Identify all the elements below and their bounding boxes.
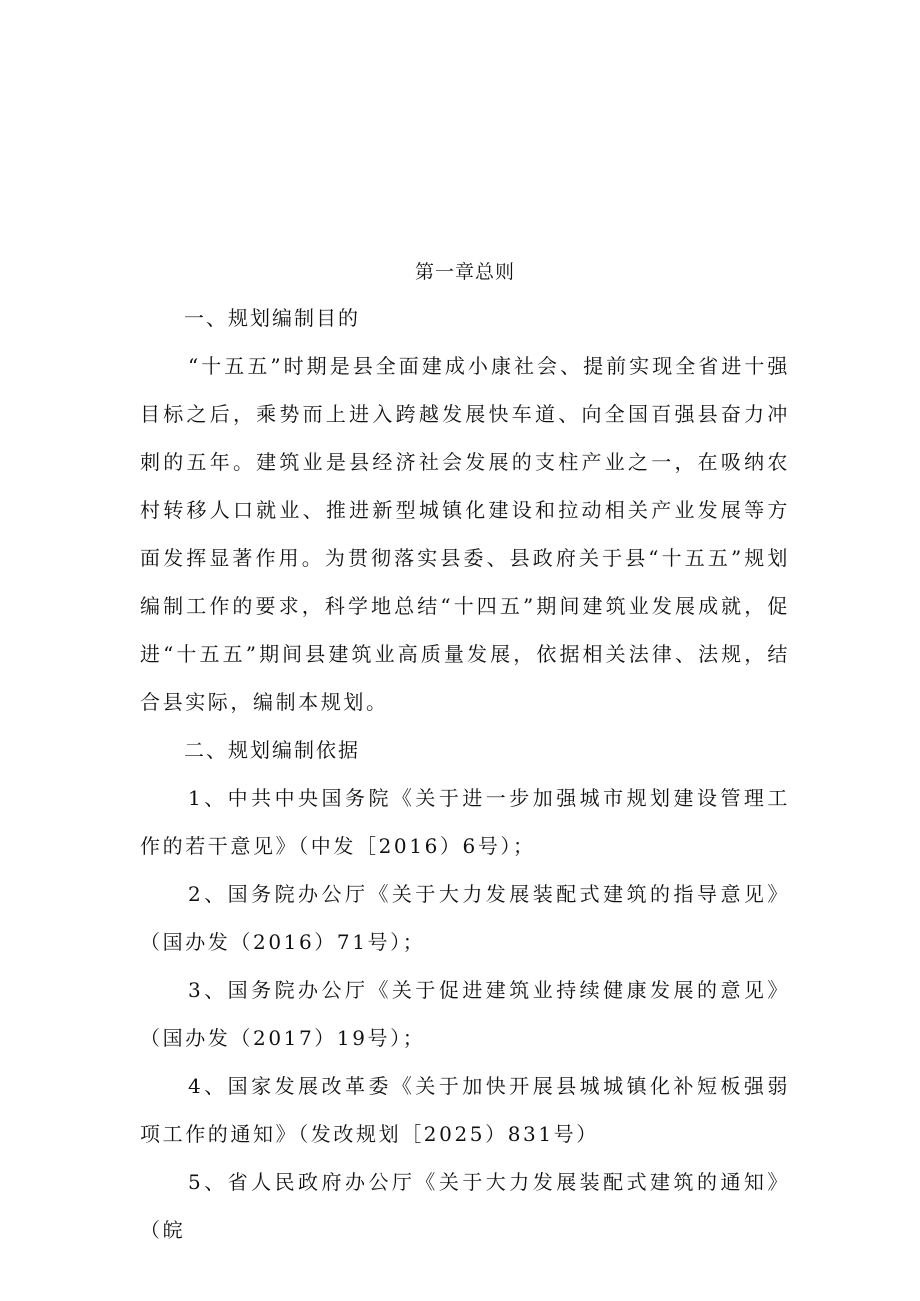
chapter-title: 第一章总则 — [414, 261, 515, 283]
section-heading-basis: 二、规划编制依据 — [184, 738, 360, 762]
basis-item-2: 2、国务院办公厅《关于大力发展装配式建筑的指导意见》（国办发（2016）71号）； — [140, 882, 790, 954]
section-heading-purpose: 一、规划编制目的 — [184, 306, 360, 330]
basis-item-1: 1、中共中央国务院《关于进一步加强城市规划建设管理工作的若干意见》（中发［2016）6号）； — [140, 786, 790, 858]
document-body — [140, 250, 790, 1254]
purpose-paragraph: “十五五”时期是县全面建成小康社会、提前实现全省进十强目标之后，乘势而上进入跨越发展快车道、向全国百强县奋力冲刺的五年。建筑业是县经济社会发展的支柱产业之一，在吸纳农村转移人口就业、推进新型城镇化建设和拉动相关产业发展等方面发挥显著作用。为贯彻落实县委、县政府关于县“十五五”规划编制工作的要求，科学地总结“十四五”期间建筑业发展成就，促进“十五五”期间县建筑业高质量发展，依据相关法律、法规，结合县实际，编制本规划。 — [140, 354, 790, 714]
basis-item-4: 4、国家发展改革委《关于加快开展县城城镇化补短板强弱项工作的通知》（发改规划［2025）831号） — [140, 1074, 790, 1146]
basis-item-3: 3、国务院办公厅《关于促进建筑业持续健康发展的意见》（国办发（2017）19号）； — [140, 978, 790, 1050]
basis-item-5: 5、省人民政府办公厅《关于大力发展装配式建筑的通知》（皖 — [140, 1170, 790, 1242]
